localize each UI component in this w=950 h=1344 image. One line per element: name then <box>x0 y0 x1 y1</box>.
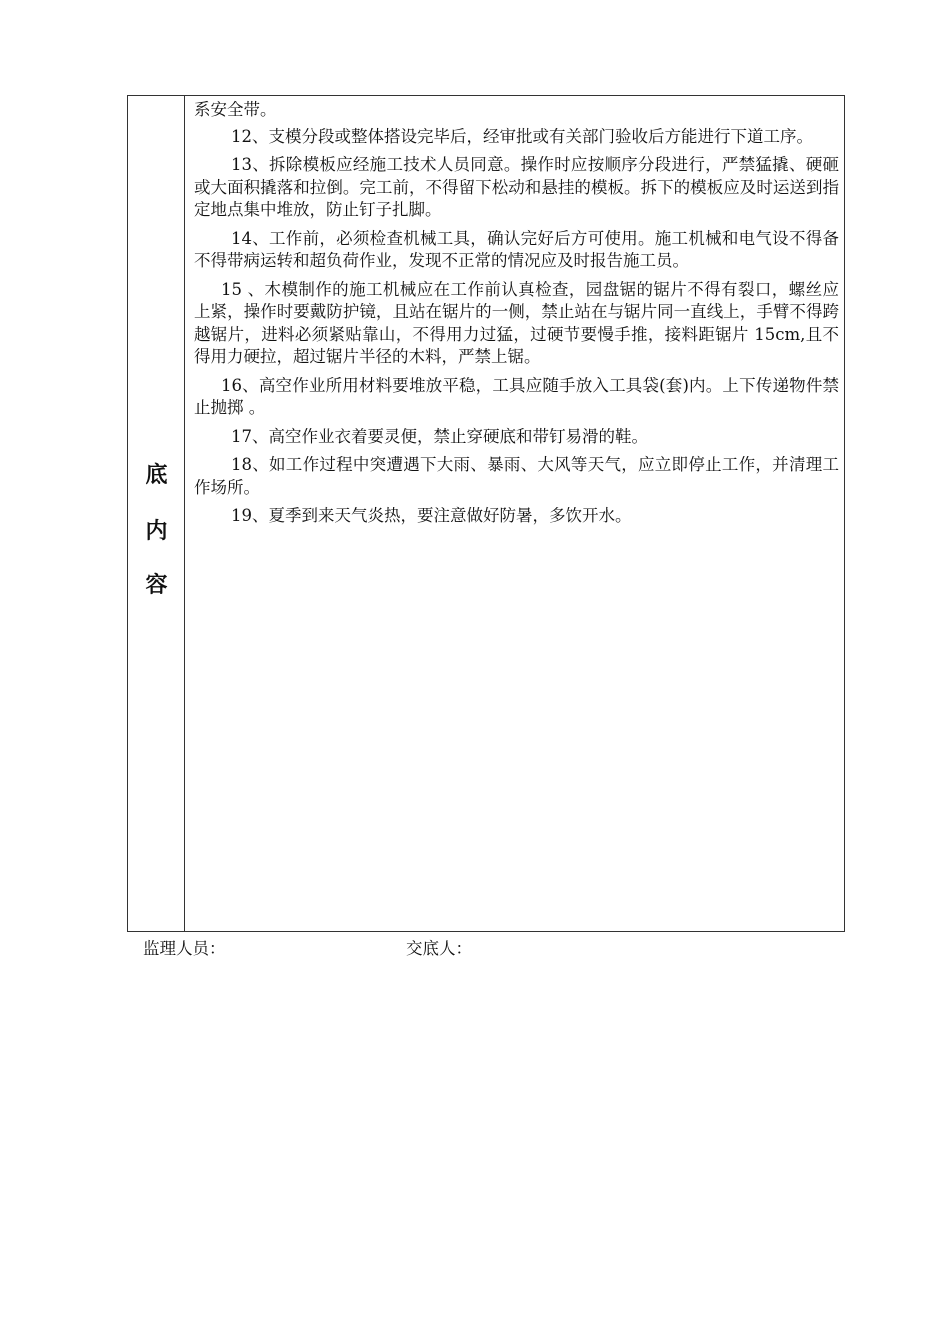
paragraph: 17、高空作业衣着要灵便，禁止穿硬底和带钉易滑的鞋。 <box>231 426 648 446</box>
paragraph: 系安全带。 <box>194 100 277 119</box>
paragraph: 14、工作前，必须检查机械工具，确认完好后方可使用。施工机械和电气设不得备不得带病运转和超负荷作业，发现不正常的情况应及时报告施工员。 <box>194 228 839 270</box>
discloser-label: 交底人： <box>406 939 472 958</box>
paragraph: 19、夏季到来天气炎热，要注意做好防暑，多饮开水。 <box>231 506 632 525</box>
disclosure-table <box>127 95 845 932</box>
row-label-char: 底 <box>145 462 168 488</box>
row-label-char: 内 <box>145 518 168 544</box>
paragraph: 15 、木模制作的施工机械应在工作前认真检查，园盘锯的锯片不得有裂口，螺丝应上紧，操作时要戴防护镜，且站在锯片的一侧，禁止站在与锯片同一直线上，手臂不得跨越锯片，进料必须紧贴靠山，不得用力过猛，过硬节要慢手推，接料距锯片 15cm,且不得用力硬拉，超过锯片半径的木料，严禁上锯。 <box>194 279 839 366</box>
supervisor-label: 监理人员： <box>143 939 226 958</box>
paragraph: 18、如工作过程中突遭遇下大雨、暴雨、大风等天气，应立即停止工作，并清理工作场所。 <box>194 455 839 497</box>
content-cell <box>194 99 839 534</box>
row-label-column <box>128 96 185 931</box>
paragraph: 13、拆除模板应经施工技术人员同意。操作时应按顺序分段进行，严禁猛撬、硬砸或大面积撬落和拉倒。完工前，不得留下松动和悬挂的模板。拆下的模板应及时运送到指定地点集中堆放，防止钉子扎脚。 <box>194 155 839 219</box>
paragraph: 12、支模分段或整体搭设完毕后，经审批或有关部门验收后方能进行下道工序。 <box>231 126 813 146</box>
row-label-char: 容 <box>145 572 168 598</box>
paragraph: 16、高空作业所用材料要堆放平稳，工具应随手放入工具袋(套)内。上下传递物件禁止抛掷 。 <box>194 375 839 417</box>
